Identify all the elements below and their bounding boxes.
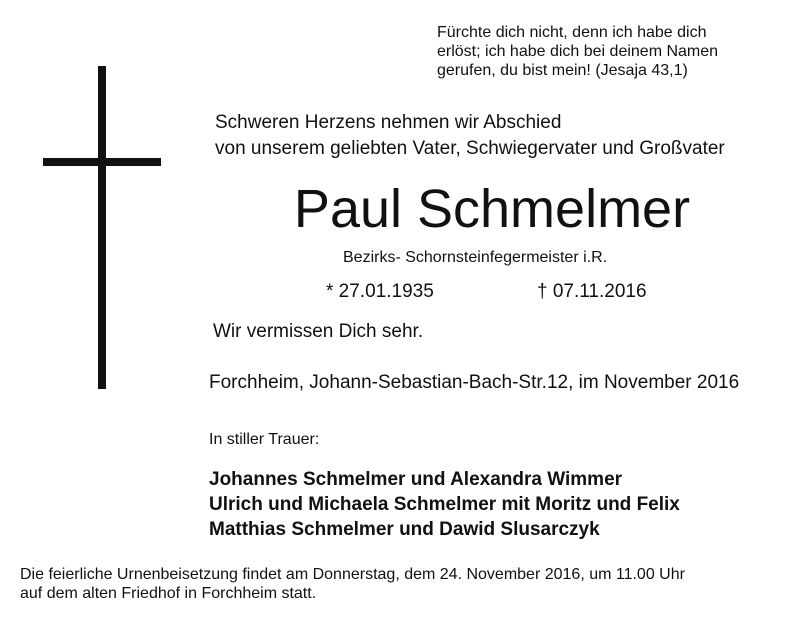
birth-date: * 27.01.1935 bbox=[326, 281, 434, 302]
funeral-notice bbox=[20, 565, 685, 603]
funeral-line: Die feierliche Urnenbeisetzung findet am Donnerstag, dem 24. November 2016, um 11.00 Uhr bbox=[20, 566, 685, 583]
death-date: † 07.11.2016 bbox=[537, 281, 647, 302]
quote-line: Fürchte dich nicht, denn ich habe dich bbox=[437, 24, 707, 41]
family-member-line: Matthias Schmelmer und Dawid Slusarczyk bbox=[209, 519, 600, 540]
bible-quote bbox=[437, 23, 718, 80]
intro-line: Schweren Herzens nehmen wir Abschied bbox=[215, 112, 562, 133]
family-member-line: Johannes Schmelmer und Alexandra Wimmer bbox=[209, 469, 623, 490]
intro-line: von unserem geliebten Vater, Schwiegervater und Großvater bbox=[215, 138, 725, 159]
cross-horizontal-bar bbox=[43, 158, 161, 166]
deceased-title: Bezirks- Schornsteinfegermeister i.R. bbox=[343, 249, 608, 266]
quote-line: gerufen, du bist mein! (Jesaja 43,1) bbox=[437, 62, 688, 79]
farewell-message: Wir vermissen Dich sehr. bbox=[213, 321, 424, 342]
family-member-line: Ulrich und Michaela Schmelmer mit Moritz und Felix bbox=[209, 494, 680, 515]
family-list bbox=[209, 467, 680, 542]
quote-line: erlöst; ich habe dich bei deinem Namen bbox=[437, 43, 719, 60]
place-and-date: Forchheim, Johann-Sebastian-Bach-Str.12, im November 2016 bbox=[209, 372, 740, 393]
mourning-label: In stiller Trauer: bbox=[209, 431, 320, 448]
intro-text bbox=[215, 110, 725, 162]
funeral-line: auf dem alten Friedhof in Forchheim statt. bbox=[20, 585, 317, 602]
deceased-name: Paul Schmelmer bbox=[293, 179, 691, 239]
